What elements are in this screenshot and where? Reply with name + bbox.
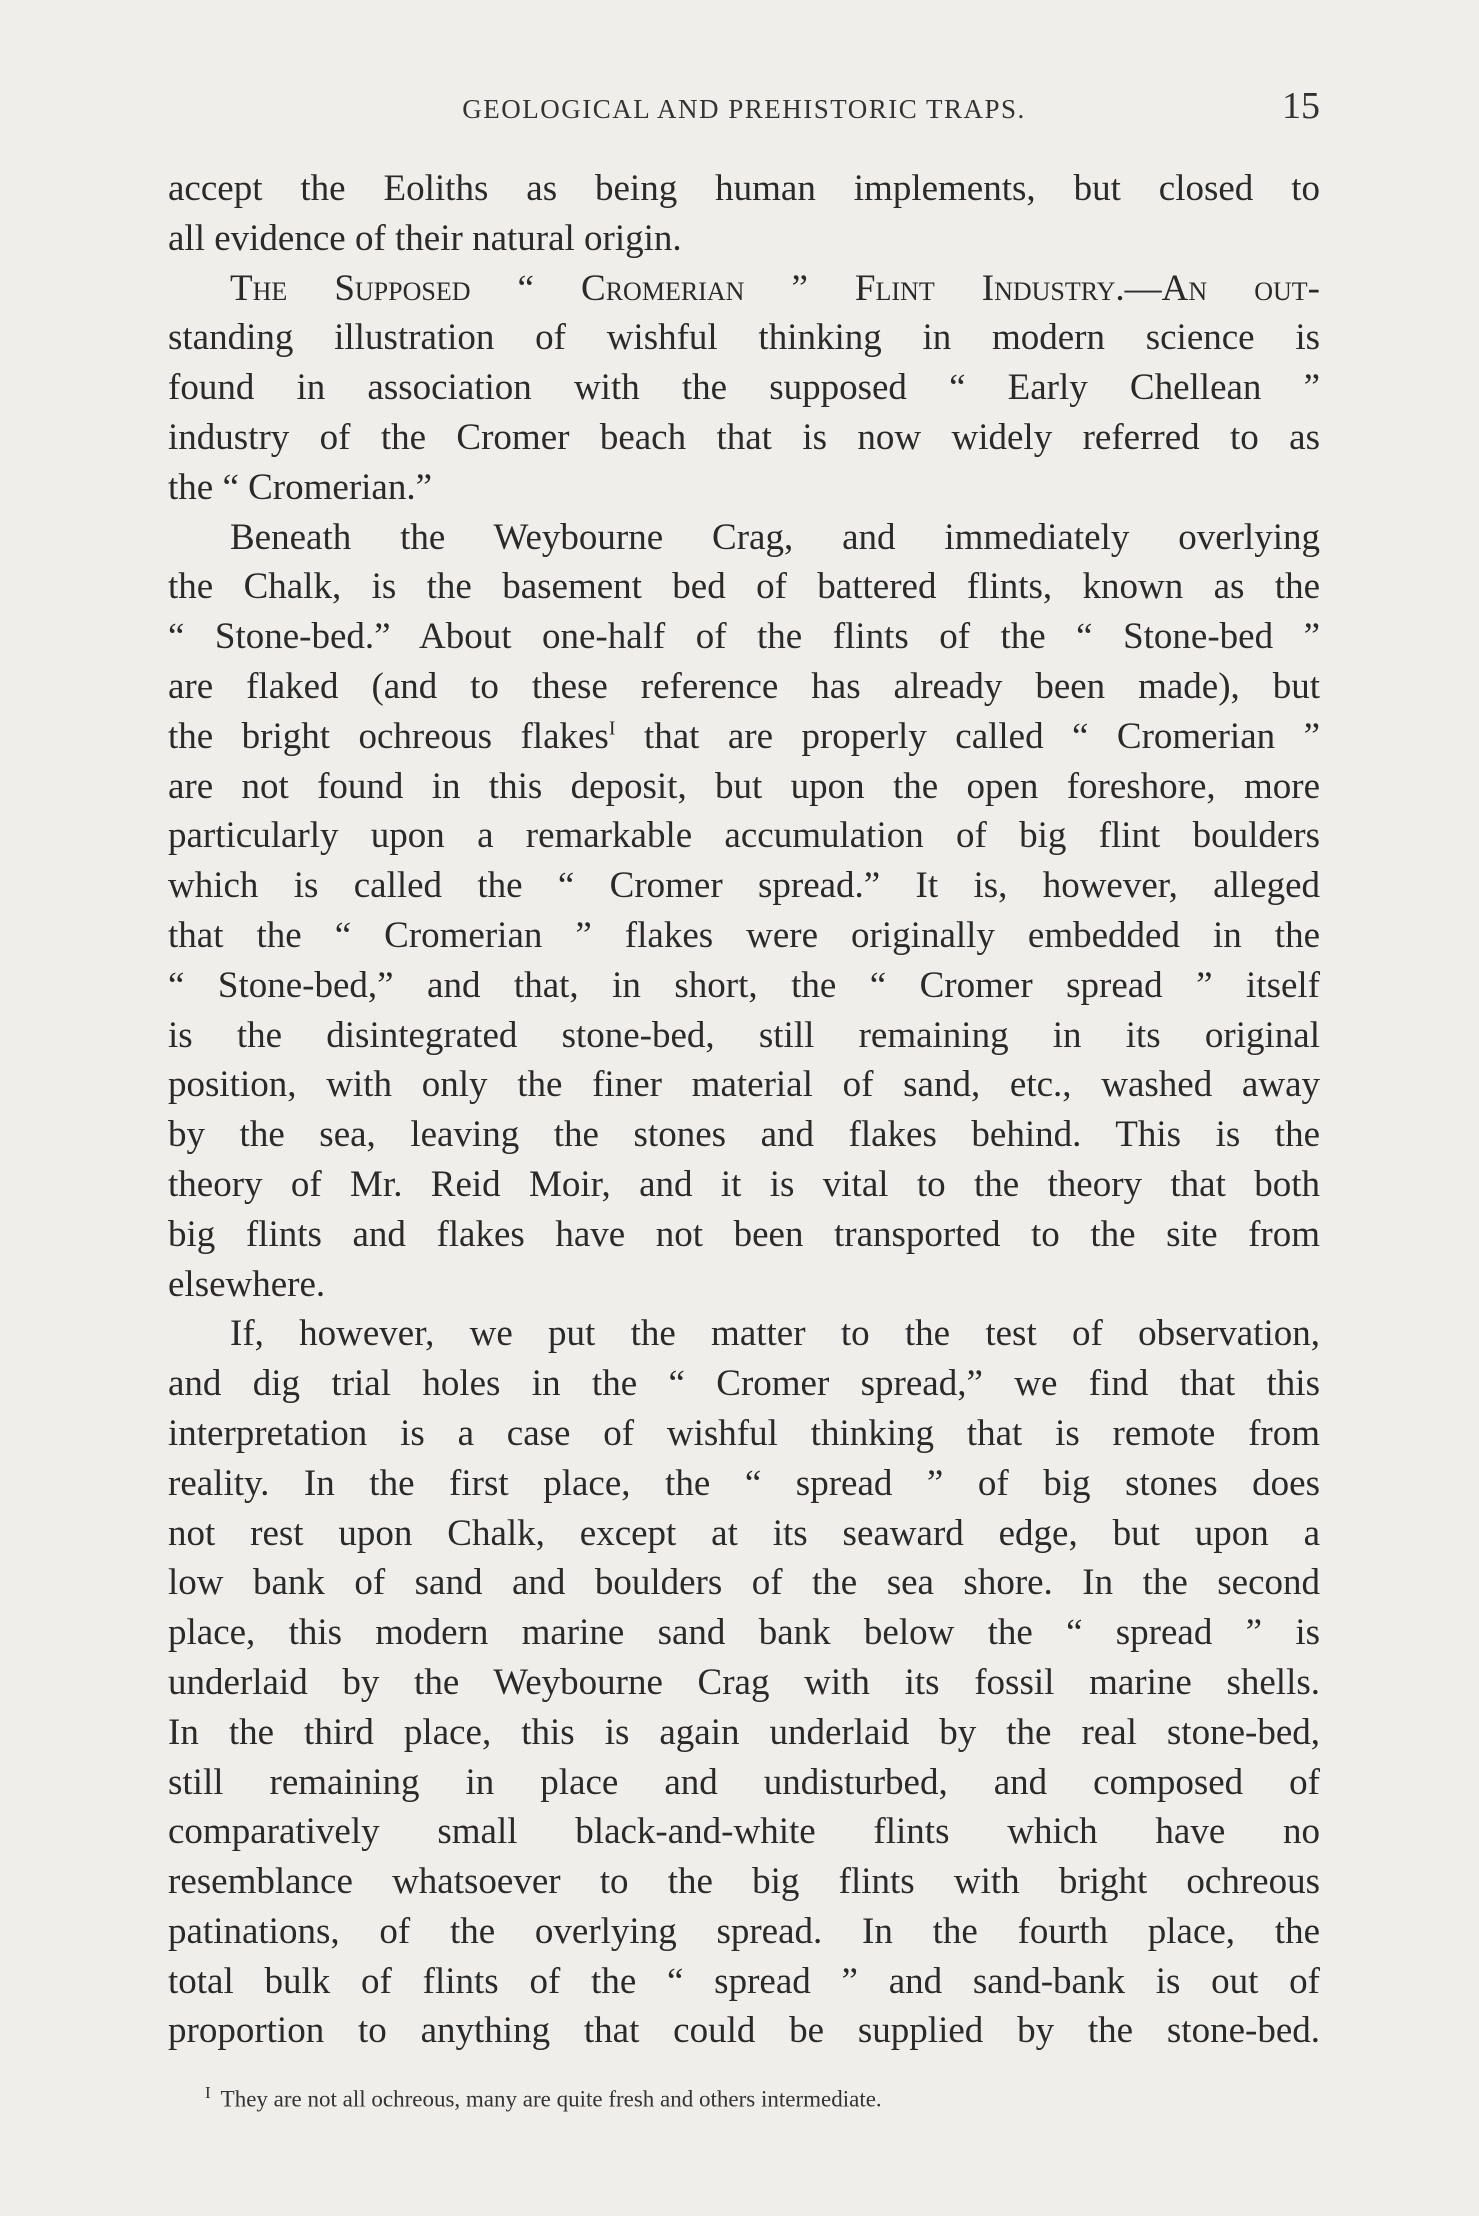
- text-line: “ Stone-bed,” and that, in short, the “ Cromer spread ” itself: [168, 964, 1320, 1006]
- footnote-mark: I: [205, 2083, 211, 2102]
- footnote: [205, 2083, 882, 2113]
- text-line: standing illustration of wishful thinking in modern science is: [168, 317, 1320, 359]
- text-line: the “ Cromerian.”: [168, 466, 433, 508]
- text-line: by the sea, leaving the stones and flakes behind. This is the: [168, 1114, 1320, 1156]
- body-text: [168, 164, 1320, 2056]
- section-heading-line: The Supposed “ Cromerian ” Flint Industry.—An out-: [230, 267, 1320, 309]
- text-line: not rest upon Chalk, except at its seaward edge, but upon a: [168, 1512, 1320, 1554]
- text-line: particularly upon a remarkable accumulation of big flint boulders: [168, 815, 1320, 857]
- text-line: found in association with the supposed “ Early Chellean ”: [168, 367, 1320, 409]
- page-header: [168, 84, 1320, 132]
- text-line: are not found in this deposit, but upon the open foreshore, more: [168, 765, 1320, 807]
- text-fragment: that are properly called “ Cromerian ”: [615, 715, 1320, 757]
- text-line: reality. In the first place, the “ spread ” of big stones does: [168, 1462, 1320, 1504]
- text-line: patinations, of the overlying spread. In the fourth place, the: [168, 1910, 1320, 1952]
- text-line: If, however, we put the matter to the test of observation,: [230, 1313, 1320, 1355]
- text-line: all evidence of their natural origin.: [168, 217, 682, 259]
- text-line: proportion to anything that could be supplied by the stone-bed.: [168, 2010, 1320, 2052]
- text-fragment: the bright ochreous flakes: [168, 715, 609, 757]
- text-line: which is called the “ Cromer spread.” It is, however, alleged: [168, 865, 1320, 907]
- text-line: the Chalk, is the basement bed of battered flints, known as the: [168, 566, 1320, 608]
- text-line: big flints and flakes have not been transported to the site from: [168, 1213, 1320, 1255]
- text-line: are flaked (and to these reference has already been made), but: [168, 665, 1320, 707]
- text-line: place, this modern marine sand bank below the “ spread ” is: [168, 1612, 1320, 1654]
- text-line: underlaid by the Weybourne Crag with its fossil marine shells.: [168, 1661, 1320, 1703]
- text-line: low bank of sand and boulders of the sea shore. In the second: [168, 1562, 1320, 1604]
- text-line: “ Stone-bed.” About one-half of the flints of the “ Stone-bed ”: [168, 616, 1320, 658]
- footnote-text: They are not all ochreous, many are quite fresh and others intermediate.: [220, 2086, 882, 2112]
- text-line: interpretation is a case of wishful thinking that is remote from: [168, 1412, 1320, 1454]
- text-line: accept the Eoliths as being human implements, but closed to: [168, 168, 1320, 209]
- text-line: that the “ Cromerian ” flakes were originally embedded in the: [168, 914, 1320, 956]
- text-line: is the disintegrated stone-bed, still remaining in its original: [168, 1014, 1320, 1056]
- text-line-with-footnote-ref: [168, 712, 1320, 762]
- text-line: elsewhere.: [168, 1263, 326, 1305]
- page-number: 15: [1282, 85, 1320, 127]
- text-line: and dig trial holes in the “ Cromer spread,” we find that this: [168, 1363, 1320, 1405]
- footnote-reference: I: [608, 717, 616, 740]
- text-line: industry of the Cromer beach that is now widely referred to as: [168, 416, 1320, 458]
- text-line: still remaining in place and undisturbed, and composed of: [168, 1761, 1320, 1803]
- text-line: comparatively small black-and-white flints which have no: [168, 1811, 1320, 1853]
- text-line: In the third place, this is again underlaid by the real stone-bed,: [168, 1711, 1320, 1753]
- text-line: theory of Mr. Reid Moir, and it is vital to the theory that both: [168, 1163, 1320, 1205]
- text-line: resemblance whatsoever to the big flints with bright ochreous: [168, 1861, 1320, 1903]
- text-line: total bulk of flints of the “ spread ” and sand-bank is out of: [168, 1960, 1320, 2002]
- text-line: Beneath the Weybourne Crag, and immediately overlying: [230, 516, 1320, 558]
- running-head: GEOLOGICAL AND PREHISTORIC TRAPS.: [462, 94, 1026, 124]
- text-line: position, with only the finer material of sand, etc., washed away: [168, 1064, 1320, 1106]
